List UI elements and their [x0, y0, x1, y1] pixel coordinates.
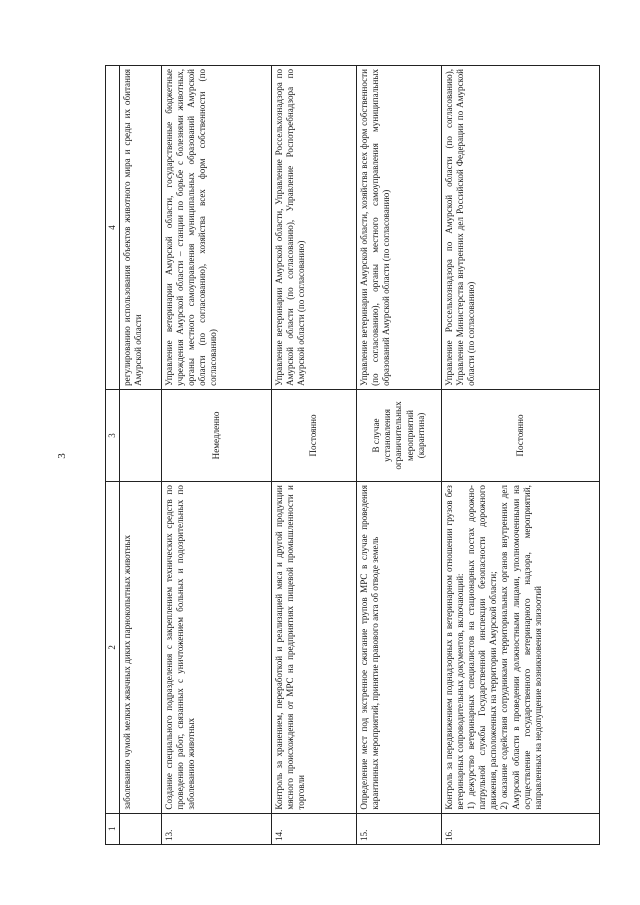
table-row: [356, 66, 441, 845]
row-term: В случае установления ограничительных мероприятий (карантина): [356, 389, 441, 481]
row-executor: Управление Россельхознадзора по Амурской области (по согласованию), Управление Министерства внутренних дел Российской Федерации по Амурской области (по согласованию): [441, 66, 599, 390]
row-executor: Управление ветеринарии Амурской области, хозяйства всех форм собственности (по согласованию), органы местного самоуправления муниципальных образований Амурской области (по согласованию): [356, 66, 441, 390]
table-row: [119, 66, 161, 845]
row-number: 15.: [356, 813, 441, 844]
action-line: 1) дежурство ветеринарных специалистов на стационарных постах дорожно-патрульной службы Государственной инспекции безопасности дорожного движения, расположенных на территории Амурской области;: [466, 485, 499, 810]
row-term: Постоянно: [441, 389, 599, 481]
table-row: [271, 66, 356, 845]
row-term: Постоянно: [271, 389, 356, 481]
row-action: Контроль за хранением, переработкой и реализацией мяса и другой продукции мясного происхождения от МРС на предприятиях пищевой промышленности и торговли: [271, 482, 356, 813]
table-header-row: [106, 66, 120, 845]
row-executor: Управление ветеринарии Амурской области, государственные бюджетные учреждения Амурской области – станции по борьбе с болезнями животных, органы местного самоуправления муниципальных образований Амурской области (по согласованию), хозяйства всех форм собственности (по согласованию): [161, 66, 271, 390]
header-col-4: 4: [106, 66, 120, 390]
action-line: 2) оказание содействия сотрудниками территориальных органов внутренних дел Амурской области в проведении должностными лицами, уполномоченными на осуществление государственного ветеринарного надзора, мероприятий, направленных на недопущение возникновения эпизоотий: [499, 485, 543, 810]
row-number: 13.: [161, 813, 271, 844]
table-row: [441, 66, 599, 845]
row-executor: регулированию использования объектов животного мира и среды их обитания Амурской области: [119, 66, 161, 390]
rotated-table-container: [105, 65, 600, 845]
row-action: Определение мест под экстренное сжигание трупов МРС в случае проведения карантинных мероприятий, принятие правового акта об отводе земель: [356, 482, 441, 813]
row-action: [441, 482, 599, 813]
row-term: [119, 389, 161, 481]
measures-table: [105, 65, 600, 845]
row-term: Немедленно: [161, 389, 271, 481]
header-col-3: 3: [106, 389, 120, 481]
header-col-1: 1: [106, 813, 120, 844]
row-number: [119, 813, 161, 844]
header-col-2: 2: [106, 482, 120, 813]
page-number: 3: [56, 453, 68, 459]
row-action: заболеванию чумой мелких жвачных диких парнокопытных животных: [119, 482, 161, 813]
action-line: Контроль за передвижением поднадзорных в ветеринарном отношении грузов без ветеринарных сопроводительных документов, включающий:: [443, 485, 466, 810]
row-number: 14.: [271, 813, 356, 844]
row-action: Создание специального подразделения с закреплением технических средств по проведению работ, связанных с уничтожением больных и подозрительных по заболеванию животных: [161, 482, 271, 813]
row-executor: Управление ветеринарии Амурской области, Управление Россельхознадзора по Амурской области (по согласованию), Управление Роспотребнадзора по Амурской области (по согласованию): [271, 66, 356, 390]
table-row: [161, 66, 271, 845]
row-number: 16.: [441, 813, 599, 844]
